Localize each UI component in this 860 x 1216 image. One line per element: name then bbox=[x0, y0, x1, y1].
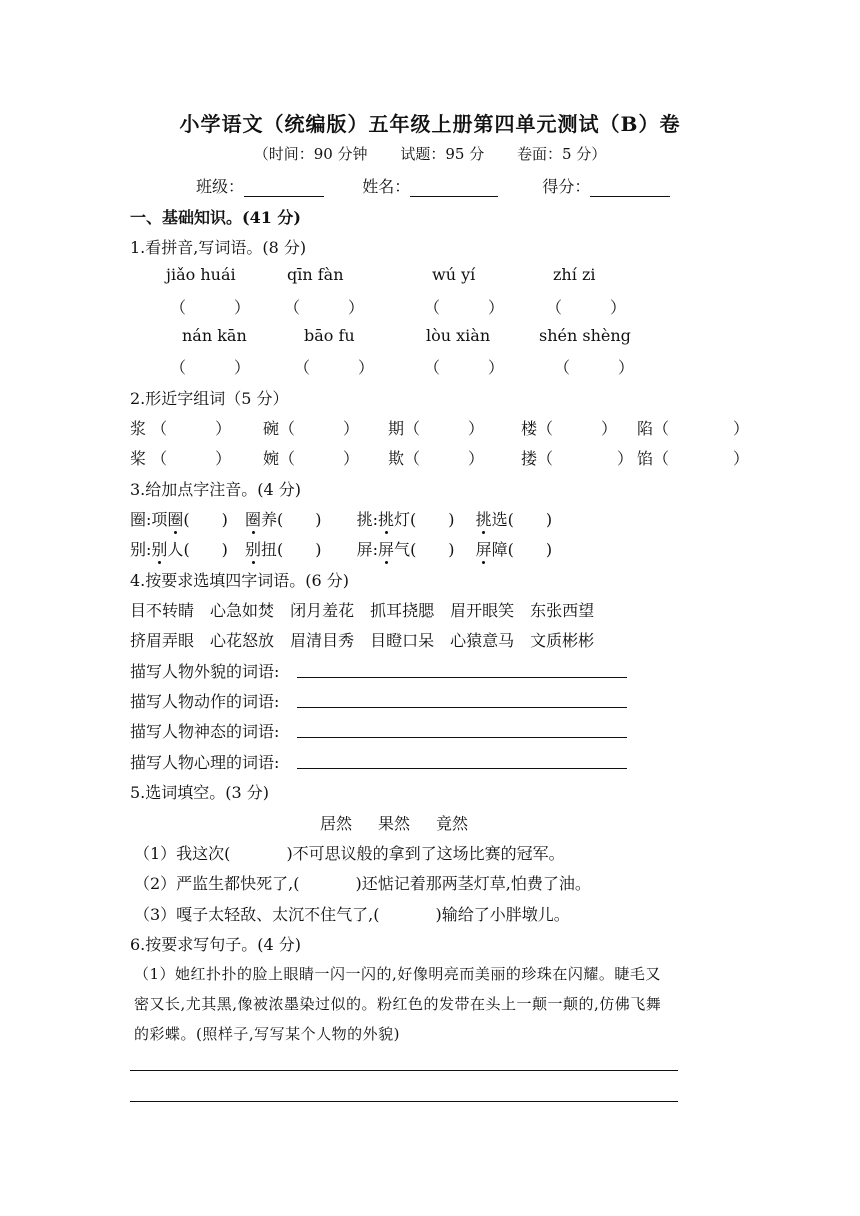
name-label: 姓名： bbox=[362, 177, 411, 196]
answer-paren-4[interactable]: （ ） bbox=[546, 298, 627, 317]
psychology-answer-line[interactable] bbox=[297, 768, 627, 769]
answer-paren-1[interactable]: （ ） bbox=[170, 298, 251, 317]
char-5: 陷（ ） bbox=[637, 419, 750, 438]
pinyin-8: shén shèng bbox=[539, 326, 631, 345]
q5-title: 5.选词填空。(3 分) bbox=[130, 783, 270, 802]
answer-paren-2[interactable]: （ ） bbox=[284, 298, 365, 317]
q4-title: 4.按要求选填四字词语。(6 分) bbox=[130, 571, 350, 590]
appearance-answer-line[interactable] bbox=[297, 677, 627, 678]
writing-line-1[interactable] bbox=[130, 1070, 678, 1071]
q2-title: 2.形近字组词（5 分） bbox=[130, 389, 289, 408]
fill-sentence-3: （3）嘎子太轻敌、太沉不住气了,( )输给了小胖墩儿。 bbox=[134, 905, 570, 924]
char-9: 搂（ ） bbox=[521, 449, 634, 468]
fill-sentence-2: （2）严监生都快死了,( )还惦记着那两茎灯草,怕费了油。 bbox=[134, 874, 591, 893]
word-bank-row-2: 挤眉弄眼 心花怒放 眉清目秀 目瞪口呆 心猿意马 文质彬彬 bbox=[130, 631, 595, 650]
pinyin-4: zhí zi bbox=[553, 265, 596, 284]
q6-passage-line-3: 的彩蝶。(照样子,写写某个人物的外貌) bbox=[134, 1025, 400, 1043]
pinyin-6: bāo fu bbox=[304, 326, 355, 345]
answer-paren-6[interactable]: （ ） bbox=[294, 358, 375, 377]
score-blank[interactable] bbox=[590, 178, 670, 197]
char-1: 浆 （ ） bbox=[130, 419, 232, 438]
dotted-char: 圈 bbox=[245, 507, 261, 530]
pinyin-3: wú yí bbox=[432, 265, 476, 284]
appearance-label: 描写人物外貌的词语: bbox=[130, 662, 280, 681]
dotted-char: 屏 bbox=[378, 537, 394, 560]
word-bank-row-1: 目不转睛 心急如焚 闭月羞花 抓耳挠腮 眉开眼笑 东张西望 bbox=[130, 601, 595, 620]
dotted-char: 别 bbox=[245, 537, 261, 560]
name-blank[interactable] bbox=[410, 178, 498, 197]
q3-row-1: 圈:项圈( ) 圈养( ) 挑:挑灯( ) 挑选( ) bbox=[130, 507, 552, 530]
expression-label: 描写人物神态的词语: bbox=[130, 722, 280, 741]
answer-paren-8[interactable]: （ ） bbox=[554, 358, 635, 377]
dotted-char: 挑 bbox=[378, 507, 394, 530]
char-8: 欺（ ） bbox=[388, 449, 485, 468]
q6-passage-line-1: （1）她红扑扑的脸上眼睛一闪一闪的,好像明亮而美丽的珍珠在闪耀。睫毛又 bbox=[134, 965, 661, 983]
dotted-char: 别 bbox=[151, 537, 167, 560]
char-3: 期（ ） bbox=[388, 419, 485, 438]
class-blank[interactable] bbox=[244, 178, 324, 197]
writing-line-2[interactable] bbox=[130, 1101, 678, 1102]
q1-title: 1.看拼音,写词语。(8 分) bbox=[130, 238, 307, 257]
char-10: 馅（ ） bbox=[637, 449, 750, 468]
pinyin-7: lòu xiàn bbox=[426, 326, 491, 345]
action-label: 描写人物动作的词语: bbox=[130, 692, 280, 711]
psychology-label: 描写人物心理的词语: bbox=[130, 753, 280, 772]
pinyin-1: jiǎo huái bbox=[166, 265, 236, 284]
question-score: 试题：95 分 bbox=[400, 145, 485, 163]
score-label: 得分： bbox=[542, 177, 591, 196]
q3-row-2: 别:别人( ) 别扭( ) 屏:屏气( ) 屏障( ) bbox=[130, 537, 552, 560]
section-title: 一、基础知识。(41 分) bbox=[130, 208, 301, 227]
answer-paren-5[interactable]: （ ） bbox=[170, 358, 251, 377]
expression-answer-line[interactable] bbox=[297, 737, 627, 738]
pinyin-5: nán kān bbox=[182, 326, 247, 345]
char-7: 婉（ ） bbox=[263, 449, 360, 468]
dotted-char: 圈 bbox=[167, 507, 183, 530]
answer-paren-3[interactable]: （ ） bbox=[424, 298, 505, 317]
fill-sentence-1: （1）我这次( )不可思议般的拿到了这场比赛的冠军。 bbox=[134, 844, 565, 863]
answer-paren-7[interactable]: （ ） bbox=[424, 358, 505, 377]
q6-title: 6.按要求写句子。(4 分) bbox=[130, 935, 302, 954]
char-6: 桨 （ ） bbox=[130, 449, 232, 468]
class-label: 班级： bbox=[196, 177, 245, 196]
q3-title: 3.给加点字注音。(4 分) bbox=[130, 480, 302, 499]
page-title: 小学语文（统编版）五年级上册第四单元测试（B）卷 bbox=[179, 112, 681, 136]
action-answer-line[interactable] bbox=[297, 707, 627, 708]
q6-passage-line-2: 密又长,尤其黑,像被浓墨染过似的。粉红色的发带在头上一颠一颠的,仿佛飞舞 bbox=[134, 995, 662, 1013]
exam-subtitle bbox=[0, 143, 860, 164]
word-choices: 居然 果然 竟然 bbox=[320, 814, 469, 833]
student-info bbox=[196, 174, 670, 197]
dotted-char: 屏 bbox=[476, 537, 492, 560]
char-2: 碗（ ） bbox=[263, 419, 360, 438]
time-limit: （时间：90 分钟 bbox=[253, 145, 368, 163]
neatness-score: 卷面：5 分） bbox=[516, 145, 607, 163]
pinyin-2: qīn fàn bbox=[287, 265, 344, 284]
dotted-char: 挑 bbox=[476, 507, 492, 530]
char-4: 楼（ ） bbox=[521, 419, 618, 438]
